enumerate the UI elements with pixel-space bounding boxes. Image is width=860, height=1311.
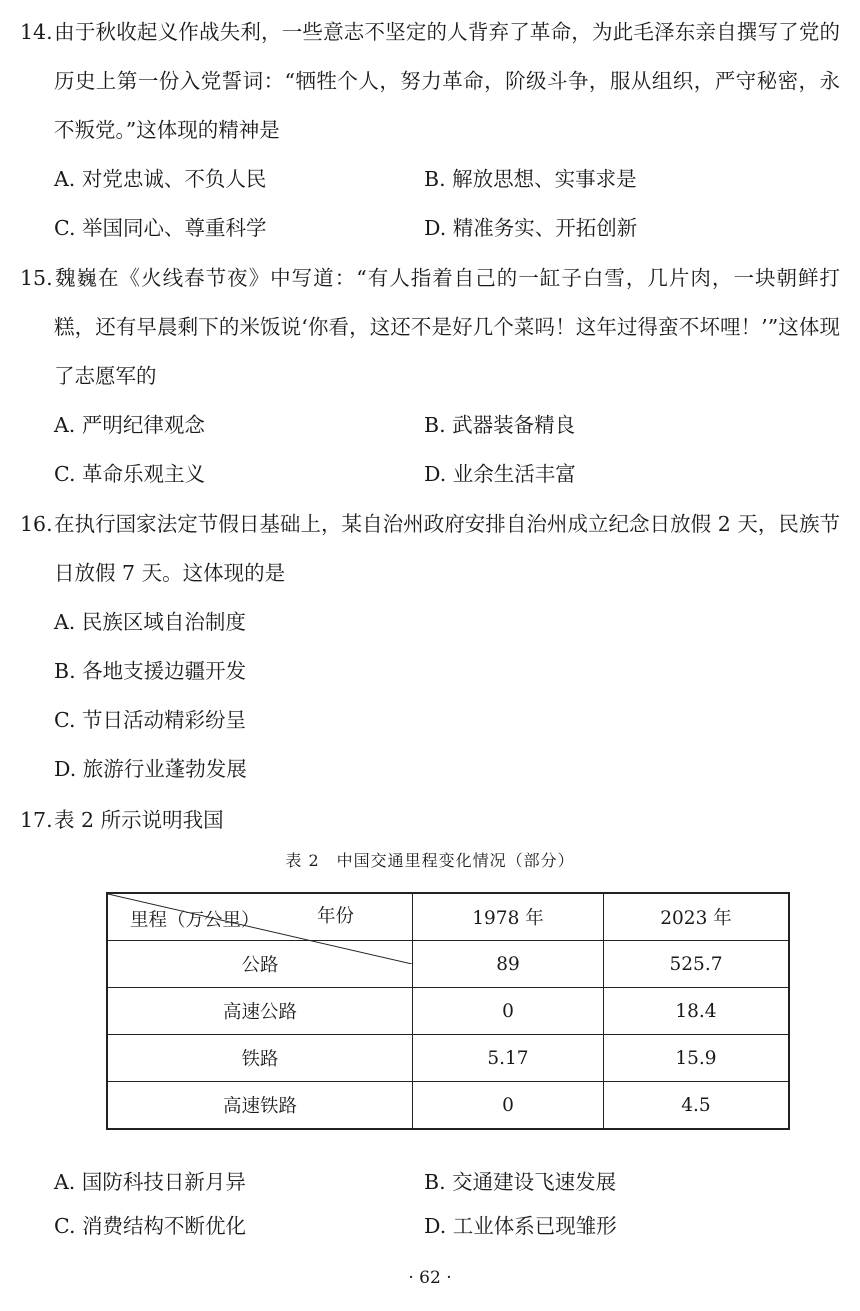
header-2023: 2023 年 <box>604 893 790 941</box>
options <box>20 401 840 499</box>
stem-text: 在执行国家法定节假日基础上，某自治州政府安排自治州成立纪念日放假 2 天，民族节日放假 7 天。这体现的是 <box>54 512 840 585</box>
page-number: · 62 · <box>408 1268 452 1288</box>
options <box>20 598 840 794</box>
option-d: D. 精准务实、开拓创新 <box>424 216 638 240</box>
question-stem <box>20 254 840 401</box>
option-b: B. 各地支援边疆开发 <box>54 659 247 683</box>
stem-text: 魏巍在《火线春节夜》中写道：“有人指着自己的一缸子白雪，几片肉，一块朝鲜打糕，还有早晨剩下的米饭说‘你看，这还不是好几个菜吗！这年过得蛮不坏哩！’”这体现了志愿军的 <box>54 266 840 388</box>
cell-1978: 0 <box>413 1082 604 1130</box>
option-a: A. 民族区域自治制度 <box>54 610 246 634</box>
options <box>20 1160 840 1248</box>
table-row <box>107 988 789 1035</box>
option-a: A. 国防科技日新月异 <box>54 1169 246 1194</box>
stem-text: 由于秋收起义作战失利，一些意志不坚定的人背弃了革命，为此毛泽东亲自撰写了党的历史上第一份入党誓词：“牺牲个人，努力革命，阶级斗争，服从组织，严守秘密，永不叛党。”这体现的精神是 <box>54 20 840 142</box>
option-d: D. 旅游行业蓬勃发展 <box>54 757 247 781</box>
question-stem <box>20 796 840 845</box>
question-stem <box>20 8 840 155</box>
header-mileage: 里程（万公里） <box>130 910 260 931</box>
question-number: 14. <box>20 20 53 44</box>
question-14 <box>20 8 840 253</box>
question-15 <box>20 254 840 499</box>
cell-1978: 5.17 <box>413 1035 604 1082</box>
options <box>20 155 840 253</box>
question-number: 16. <box>20 512 53 536</box>
option-c: C. 消费结构不断优化 <box>54 1213 246 1238</box>
stem-text: 表 2 所示说明我国 <box>54 808 224 832</box>
option-b: B. 交通建设飞速发展 <box>424 1169 617 1194</box>
cell-2023: 4.5 <box>604 1082 790 1130</box>
cell-2023: 525.7 <box>604 941 790 988</box>
question-number: 17. <box>20 808 53 832</box>
option-c: C. 节日活动精彩纷呈 <box>54 708 246 732</box>
option-a: A. 严明纪律观念 <box>54 413 205 437</box>
question-stem <box>20 500 840 598</box>
row-label: 铁路 <box>107 1035 413 1082</box>
option-c: C. 革命乐观主义 <box>54 462 205 486</box>
row-label: 公路 <box>107 941 413 988</box>
question-17-options <box>20 1160 840 1248</box>
table-caption: 表 2 中国交通里程变化情况（部分） <box>285 851 575 870</box>
diagonal-header-cell <box>107 893 413 941</box>
table-row <box>107 1082 789 1130</box>
option-c: C. 举国同心、尊重科学 <box>54 216 267 240</box>
table-header-row <box>107 893 789 941</box>
row-label: 高速铁路 <box>107 1082 413 1130</box>
option-a: A. 对党忠诚、不负人民 <box>54 167 267 191</box>
cell-2023: 15.9 <box>604 1035 790 1082</box>
cell-2023: 18.4 <box>604 988 790 1035</box>
cell-1978: 89 <box>413 941 604 988</box>
question-17 <box>20 796 840 845</box>
table-row <box>107 1035 789 1082</box>
option-b: B. 解放思想、实事求是 <box>424 167 637 191</box>
row-label: 高速公路 <box>107 988 413 1035</box>
option-d: D. 工业体系已现雏形 <box>424 1213 617 1238</box>
option-d: D. 业余生活丰富 <box>424 462 576 486</box>
cell-1978: 0 <box>413 988 604 1035</box>
question-16 <box>20 500 840 794</box>
mileage-table <box>106 892 790 1130</box>
header-year: 年份 <box>316 906 354 927</box>
option-b: B. 武器装备精良 <box>424 413 576 437</box>
question-number: 15. <box>20 266 53 290</box>
header-1978: 1978 年 <box>413 893 604 941</box>
